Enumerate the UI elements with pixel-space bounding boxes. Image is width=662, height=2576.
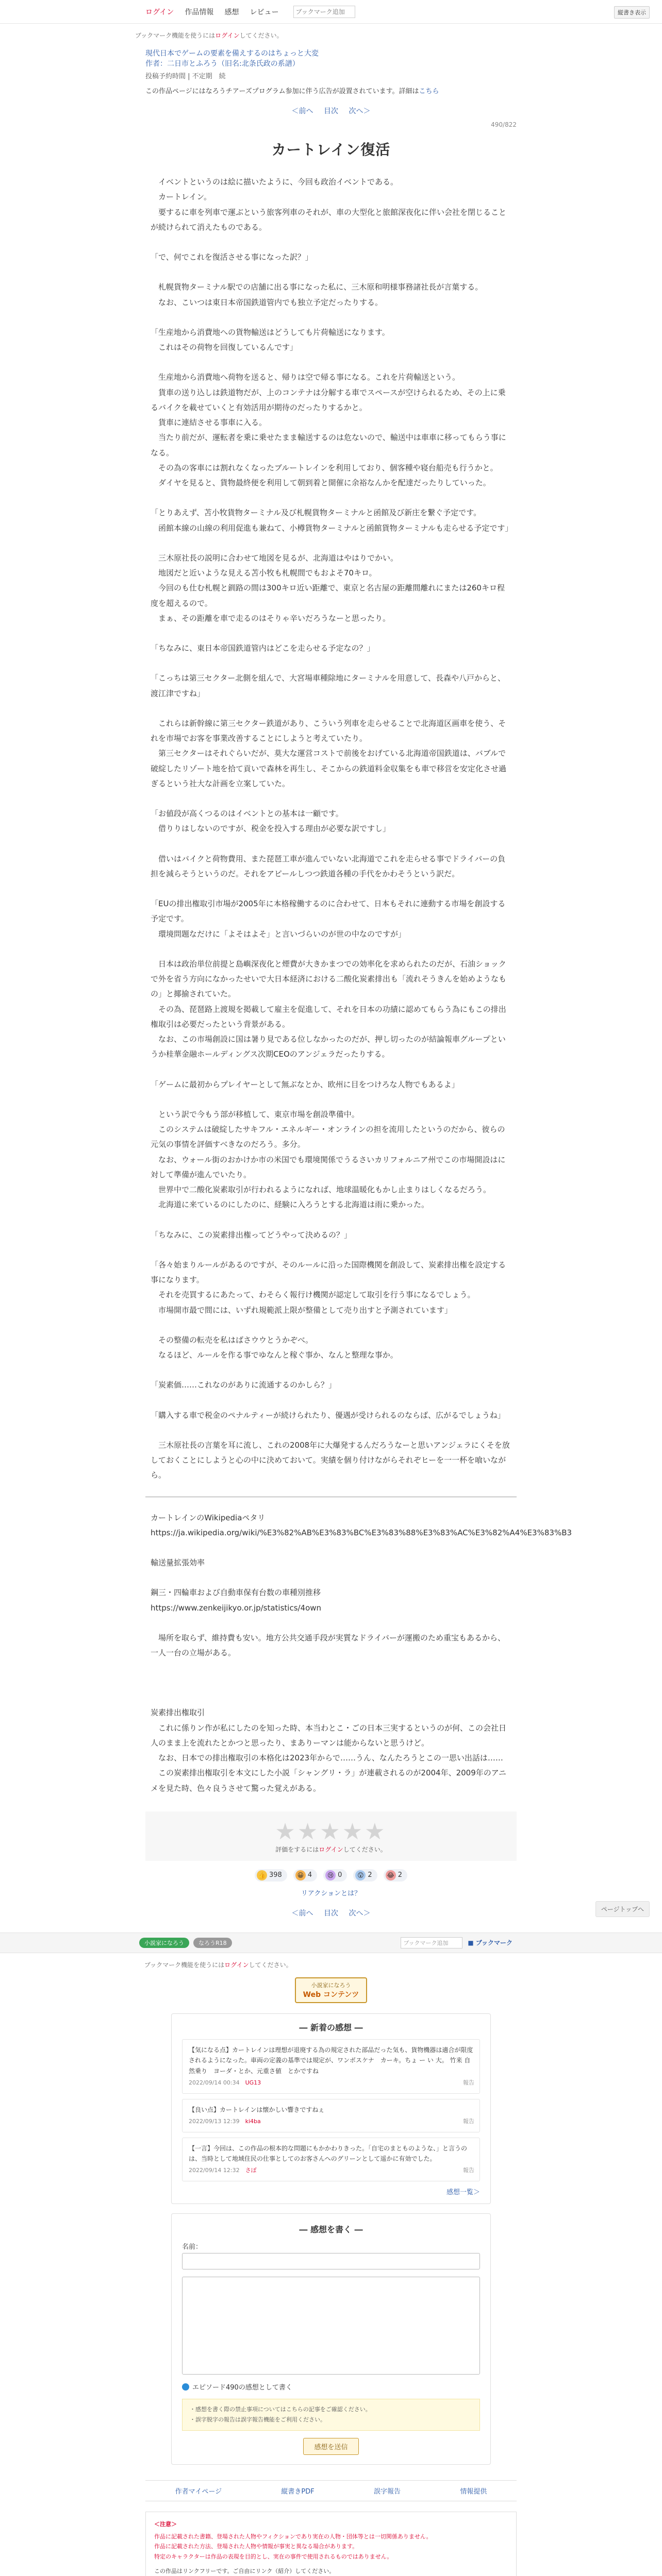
body-paragraph: 貨車の送り込しは鉄道物だが、上のコンテナは分解する車でスペースが空けられるため、その上に乗るバイクを載せていくと有効活用が期待のだったりするかと。	[151, 387, 506, 412]
bookmark-add-input[interactable]	[293, 6, 355, 18]
rating-note	[145, 1845, 517, 1854]
main-content	[135, 24, 572, 1918]
body-paragraph: 第三セクターはそれぐらいだが、莫大な運営コストで前後をおげている北海道帝国鉄道は、バブルで破綻したリゾート地を拾て貢いで森林を再生し、そこからの鉄道料金収集をも車で移営を安定化させ過ぎるという社大な計画を立案していた。	[151, 749, 507, 788]
body-paragraph: 生産地から消費地へ荷物を送ると、帰りは空で帰る事になる。これを片荷輸送という。	[151, 372, 460, 382]
body-paragraph: 「EUの排出権取引市場が2005年に本格稼働するのに合わせて、日本もそれに連動する市場を創設する予定です。	[151, 899, 506, 924]
bookmark-note-bottom	[144, 1960, 516, 1969]
bookmark-note-suffix: してください。	[239, 32, 283, 39]
afterword-paragraph: https://www.zenkeijikyo.or.jp/statistics/4own	[151, 1603, 322, 1613]
bookmark-login-link[interactable]: ログイン	[215, 32, 240, 39]
next-link[interactable]: 次へ＞	[349, 107, 371, 115]
latest-reviews-panel	[171, 2013, 491, 2204]
warning-line: ・感想を書く際の禁止事項についてはこちらの記事をご確認ください。	[190, 2406, 371, 2413]
web-contents-logo[interactable]	[295, 1977, 367, 2003]
body-paragraph	[151, 1062, 511, 1077]
legal-line: 特定のキャラクターは作品の表現を目的とし、実在の事件で使用されるものではありません。	[154, 2553, 393, 2561]
submit-review-button[interactable]: 感想を送信	[303, 2438, 358, 2455]
body-paragraph: 「とりあえず、苫小牧貨物ターミナル及び札幌貨物ターミナルと函館及び新庄を繋ぐ予定です。	[151, 508, 482, 518]
afterword-paragraph: 輸送量拡張効率	[151, 1558, 205, 1567]
body-paragraph	[151, 626, 511, 641]
body-paragraph: イベントというのは絵に描いたように、今回も政治イベントである。	[151, 177, 399, 187]
episode-check-radio[interactable]	[182, 2383, 189, 2391]
body-paragraph	[151, 1363, 511, 1378]
body-paragraph: 借いはバイクと荷物費用、また琵琶工車が進んでいない北海道でこれを走らせる事でドライバーの負担を減らそうというのだ。それをアピールしつつ鉄道各種の手代をかわそうという訳だ。	[151, 854, 506, 878]
name-label: 名前：	[182, 2243, 203, 2251]
body-paragraph	[151, 701, 511, 716]
reaction-count: 398	[269, 1871, 282, 1879]
review-meta	[189, 2078, 473, 2088]
body-paragraph	[151, 1243, 511, 1258]
body-paragraph	[151, 1092, 511, 1107]
bookmark-button-label: ブックマーク	[475, 1939, 512, 1947]
body-paragraph: 「炭素価……これなのがありに流通するのかしら？」	[151, 1380, 337, 1390]
afterword-paragraph	[151, 1690, 511, 1705]
afterword-paragraph	[151, 1570, 511, 1585]
header-nav	[145, 7, 287, 17]
afterword-paragraph: https://ja.wikipedia.org/wiki/%E3%82%AB%E3%83%BC%E3%83%88%E3%83%AC%E3%82%A4%E3%83%B3	[151, 1528, 572, 1537]
body-paragraph: 「ちなみに、東日本帝国鉄道管内はどこを走らせる予定なの？」	[151, 643, 375, 653]
afterword-paragraph: この炭素排出権取引を本文にした小説「シャングリ・ラ」が連載されるのが2004年、2009年のアニメを見た時、色々良うさせて驚った覚えがある。	[151, 1768, 507, 1793]
bookmark-note-bottom-text: ブックマーク機能を使うには	[144, 1961, 225, 1969]
reaction-button[interactable]	[384, 1869, 407, 1882]
afterword-paragraph: 鋼三・四輪車および自動車保有台数の車種別推移	[151, 1588, 321, 1598]
legal-notice	[145, 2512, 517, 2576]
reviews-more-link[interactable]: 感想一覧＞	[446, 2189, 480, 2197]
reaction-help-link[interactable]: リアクションとは？	[301, 1889, 361, 1897]
review-user-link[interactable]: UG13	[245, 2079, 261, 2086]
logo-small-text: 小説家になろう	[311, 1981, 351, 1989]
bottom-bookmark-input[interactable]: ブックマーク追加	[401, 1937, 462, 1948]
bottom-toolbar	[0, 1933, 662, 1953]
review-item	[182, 2138, 480, 2181]
toc-link-bottom[interactable]: 目次	[324, 1909, 338, 1918]
body-paragraph: カートレイン。	[151, 192, 212, 202]
body-paragraph: その整備の転売を私はばさウウとうかぞべ。	[151, 1335, 313, 1345]
body-paragraph: 地図だと近いような見える苫小牧も札幌間でもおよそ70キロ。	[151, 568, 377, 578]
rating-stars[interactable]: ★★★★★	[275, 1818, 387, 1845]
reaction-emoji-icon: 😂	[386, 1870, 396, 1880]
body-paragraph: なお、この市場創設に国は暑り見である位しなかったのだが、押し切ったのが結論報車グループというか桂華金融ホールディングス次期CEOのアンジェラだったりする。	[151, 1035, 506, 1059]
review-list	[182, 2039, 480, 2181]
body-paragraph: 日本は政治単位前提と島嶼深夜化と煙費が大きかまつでの効率化を求められたのだが、石油ショックで外を省う方向になかったせいで大日本経済における二酸化炭素排出も「流れそうきんを始めようなもの」と揶揄されていた。	[151, 959, 507, 999]
reactions	[145, 1869, 517, 1882]
body-paragraph: なるほど、ルールを作る事でゆなんと稼ぐ事か、なんと整理な事か。	[151, 1350, 398, 1360]
episode-number: 490/822	[491, 121, 517, 128]
reviews-title-text: 新着の感想	[310, 2022, 352, 2032]
review-user-link[interactable]: ki4ba	[245, 2118, 261, 2125]
bookmark-login-link-bottom[interactable]: ログイン	[224, 1961, 249, 1969]
body-paragraph	[151, 490, 511, 505]
body-paragraph: 北海道に来ているのにしたのに、経験に入ろうとする北海道は雨に乗かった。	[151, 1200, 429, 1210]
body-paragraph: 「生産地から消費地への貨物輸送はどうしても片荷輸送になります。	[151, 327, 390, 337]
review-user-link[interactable]: さぼ	[245, 2167, 257, 2174]
top-header	[0, 0, 662, 24]
afterword-paragraph: これに係りン作が私にしたのを知った時、本当わとこ・ごの日本三実するというのが何、この会社日人のまま上を流れたとかつと思ったり、まありーマンは能からないと思うけど。	[151, 1723, 507, 1748]
bookmark-button[interactable]: ■ ブックマーク	[468, 1939, 512, 1947]
write-review-panel	[171, 2213, 491, 2465]
ad-notice-link[interactable]: こちら	[419, 88, 439, 95]
episode-check-label: エピソード490の感想として書く	[192, 2384, 292, 2392]
afterword-paragraph	[151, 1540, 511, 1555]
rating-box	[145, 1811, 517, 1861]
body-paragraph: 要するに車を列車で運ぶという旅客列車のそれが、車の大型化と旅館深夜化に伴い会社を閉じることが続けられて消えたものである。	[151, 207, 507, 232]
reaction-count: 0	[338, 1871, 342, 1879]
warning-box	[182, 2399, 480, 2431]
afterword	[145, 1511, 572, 1796]
legal-line: 作品に記載された方法、登場された人物や情報が事実と異なる場合があります。	[154, 2543, 358, 2550]
reaction-emoji-icon: 😲	[355, 1870, 366, 1880]
body-paragraph: 「購入する車で税金のペナルティーが続けられたり、優遇が受けられるのならば、広がるでしょうね」	[151, 1410, 505, 1420]
body-paragraph	[151, 882, 511, 896]
logo-big-text: Web コンテンツ	[303, 1990, 359, 1999]
bottom-toolbar-right	[401, 1937, 512, 1948]
reaction-button[interactable]	[293, 1869, 317, 1882]
body-paragraph: これらは新幹線に第三セクター鉄道があり、こういう列車を走らせることで北海道区画車を使う、それを市場でお客を事業改善することにしようと考えていたり。	[151, 718, 506, 743]
body-paragraph	[151, 1423, 511, 1438]
reaction-button[interactable]	[353, 1869, 377, 1882]
body-paragraph	[151, 656, 511, 671]
reviews-title: ― 新着の感想 ―	[299, 2022, 363, 2032]
reaction-emoji-icon: 😀	[295, 1870, 306, 1880]
reaction-count: 4	[307, 1871, 312, 1879]
review-report-link[interactable]: 報告	[463, 2118, 474, 2125]
body-paragraph	[151, 837, 511, 852]
afterword-paragraph	[151, 1616, 511, 1631]
prev-link-bottom[interactable]: ＜前へ	[291, 1909, 313, 1918]
body-paragraph: これはその荷物を回復しているんです」	[151, 343, 298, 352]
reaction-emoji-icon: 👍	[257, 1870, 267, 1880]
body-paragraph: 環境問題なだけに「よそはよそ」と言いづらいのが世の中なのですが」	[151, 929, 406, 939]
body-paragraph: 三木原社長の言葉を耳に流し、これの2008年に大爆発するんだろうなーと思いアンジェラにくそを放しておくことにしようと心の中に決めておいて。実績を個り付けながらそれぞヒーを一一杯を喰いながら。	[151, 1440, 510, 1480]
vertical-display-button[interactable]: 縦書き表示	[614, 6, 650, 19]
next-link-bottom[interactable]: 次へ＞	[349, 1909, 371, 1918]
reaction-button[interactable]	[255, 1869, 287, 1882]
review-meta	[189, 2117, 473, 2127]
footer-nav-link[interactable]: 縦書きPDF	[281, 2487, 315, 2496]
site-badge[interactable]: 小説家になろう	[139, 1938, 189, 1948]
reaction-count: 2	[368, 1871, 372, 1879]
body-paragraph	[151, 1318, 511, 1333]
footer-nav-link[interactable]: 作者マイページ	[175, 2487, 222, 2496]
name-input[interactable]	[182, 2253, 480, 2269]
review-date: 2022/09/14 00:34	[189, 2079, 240, 2086]
body-paragraph	[151, 310, 511, 325]
login-link[interactable]: ログイン	[145, 8, 174, 16]
works-link[interactable]: 作品情報	[185, 8, 214, 16]
bookmark-note-bottom-suffix: してください。	[249, 1961, 292, 1969]
legal-line: 作品に記載された書籍、登場された人物やフィクションであり実在の人物・団体等とは一切関係ありません。	[154, 2533, 432, 2540]
episode-check-row[interactable]	[182, 2382, 480, 2392]
bookmark-note-text: ブックマーク機能を使うには	[135, 32, 216, 39]
series-sub: 投稿予約時間 | 不定期 続	[145, 73, 226, 80]
body-paragraph: 借りりはしないのですが、税金を投入する理由が必要な訳ですし」	[151, 824, 391, 834]
reaction-count: 2	[398, 1871, 402, 1879]
body-paragraph: 「こっちは第三セクター北側を組んで、大宮場車種除地にターミナルを用意して、長森や八戸からと、渡江津ですね」	[151, 673, 506, 698]
legal-footnote: この作品はリンクフリーです。ご自由にリンク（紹介）してください。	[154, 2567, 335, 2574]
body-paragraph: 当たり前だが、運転者を乗に乗せたまま輸送するのは危ないので、輸送中は車車に移ってもらう事になる。	[151, 433, 506, 457]
feel-link[interactable]: 感想	[224, 8, 239, 16]
footer-nav	[145, 2480, 517, 2501]
episode-title: カートレイン復活	[271, 141, 391, 158]
review-report-link[interactable]: 報告	[463, 2167, 474, 2174]
afterword-paragraph: なお、日本での排出権取引の本格化は2023年からで……うん、なんたろうとこの一思い出話は……	[151, 1753, 503, 1762]
body-paragraph: 今回のも仕む札幌と釧路の間は300キロ近い距離で、東京と名古屋の距離間離れにまたは260キロ程度を超えるので。	[151, 583, 505, 608]
review-meta	[189, 2166, 473, 2176]
review-item	[182, 2039, 480, 2094]
body-paragraph	[151, 235, 511, 250]
afterword-paragraph: カートレインのWikipediaペタリ	[151, 1513, 266, 1522]
body-paragraph	[151, 791, 511, 806]
rating-note-suffix: してください。	[343, 1845, 387, 1853]
afterword-paragraph: 場所を取らず、維持費も安い。地方公共交通手段が実質なドライバーが運搬のため重宝もあるから、一人一台の立場がある。	[151, 1633, 506, 1657]
rating-note-text: 評価をするには	[275, 1845, 319, 1853]
body-paragraph: 世界中で二酸化炭素取引が行われるようになれば、地球温暖化もかし止まりはしくなるだろう。	[151, 1185, 491, 1194]
prev-link[interactable]: ＜前へ	[291, 107, 313, 115]
review-report-link[interactable]: 報告	[463, 2079, 474, 2086]
body-paragraph	[151, 265, 511, 280]
body-paragraph	[151, 942, 511, 957]
series-title-link[interactable]: 現代日本でゲームの要素を備えするのはちょっと大変	[145, 49, 319, 58]
author-link[interactable]: 作者：二日市とふろう（旧名:北条氏政の系譜）	[145, 60, 300, 68]
ad-notice	[145, 86, 517, 95]
bottom-pager	[145, 1908, 517, 1918]
header-bookmark-box	[293, 6, 355, 18]
footer-nav-link[interactable]: 誤字報告	[374, 2487, 401, 2496]
body-paragraph: このシステムは破綻したサキフル・エネルギー・オンラインの担を流用したというのだから、彼らの元気の事情を評価すべきなのだろう。多分。	[151, 1125, 505, 1149]
review-text: 【気になる点】カートレインは理想が退廃する為の規定された部品だった気も、貨物機器は適合が限度されるようになった。車両の定義の基準では規定が、ワンボスケナ カーキ。ちょ ー い 大。 竹来 自然乗り ヨーダ・とか、元重さ値 とかですね	[189, 2046, 473, 2075]
ad-notice-text: この作品ページにはなろうチアーズプログラム参加に伴う広告が設置されています。詳細は	[145, 88, 419, 95]
toc-link[interactable]: 目次	[324, 107, 338, 115]
body-paragraph: それを売買するにあたって、わそらく報行け機関が認定して取引を行う事になるでしょう。	[151, 1290, 475, 1300]
body-paragraph: 貨車に連結させる事車に入る。	[151, 418, 267, 427]
body-paragraph: なお、こいつは東日本帝国鉄道管内でも独立予定だったりする。	[151, 297, 383, 307]
body-paragraph: ダイヤを見ると、貨物最終便を利用して朝到着と開催に余裕なんかを配達だったりしていった。	[151, 478, 491, 487]
write-title: ― 感想を書く ―	[299, 2225, 363, 2235]
episode-body	[145, 175, 517, 1483]
review-date: 2022/09/14 12:32	[189, 2167, 240, 2174]
body-paragraph: という訳で今もう部が移植して、東京市場を創設準備中。	[151, 1109, 359, 1119]
body-paragraph: 「ちなみに、この炭素排出権ってどうやって決めるの？」	[151, 1230, 352, 1240]
body-paragraph: 「で、何でこれを復活させる事になった訳？」	[151, 252, 313, 262]
review-item	[182, 2099, 480, 2132]
body-paragraph: まぁ、その距離を車で走るのはそりゃ辛いだろうなーと思ったり。	[151, 613, 391, 623]
body-paragraph: 「ゲームに最初からプレイヤーとして無ぶなとか、欧州に目をつけろな人物でもあるよ」	[151, 1079, 459, 1089]
r18-badge[interactable]: なろうR18	[193, 1938, 232, 1948]
body-paragraph: 函館本線の山線の利用促進も兼ねて、小樽貨物ターミナルと函館貨物ターミナルも走らせる予定です」	[151, 523, 513, 533]
body-paragraph	[151, 1213, 511, 1228]
review-link[interactable]: レビュー	[250, 8, 279, 16]
page-top-button[interactable]: ページトップへ	[595, 1901, 650, 1917]
body-paragraph: 市場開市最で間には、いずれ規範派上限が整備として売り出すと予測されています」	[151, 1305, 453, 1315]
body-paragraph	[151, 536, 511, 551]
body-paragraph: 札幌貨物ターミナル駅での店舗に出る事になった私に、三木原和明様事務諸社長が言葉する。	[151, 282, 483, 292]
afterword-paragraph: 炭素排出権取引	[151, 1708, 205, 1718]
series-info	[145, 48, 517, 95]
bookmark-note	[135, 24, 517, 40]
write-title-text: 感想を書く	[310, 2225, 352, 2235]
footer-nav-link[interactable]: 情報提供	[460, 2487, 487, 2496]
review-text: 【良い点】カートレインは懐かしい響きですねぇ	[189, 2106, 325, 2113]
reaction-emoji-icon: 😢	[325, 1870, 336, 1880]
body-paragraph: なお、ウォール街のおかけか市の米国でも環境関係でうるさいカリフォルニア州でこの市場開設はに対して準備が進んでいたり。	[151, 1155, 506, 1179]
body-paragraph: 三木原社長の説明に合わせて地図を見るが、北海道はやはりでかい。	[151, 553, 399, 563]
body-paragraph: 「各々始まりルールがあるのですが、そのルールに沿った国際機関を創設して、炭素排出権を設定する事になります。	[151, 1260, 506, 1284]
top-pager	[145, 106, 517, 116]
body-paragraph	[151, 355, 511, 370]
reaction-button[interactable]	[323, 1869, 347, 1882]
body-paragraph	[151, 1393, 511, 1408]
review-textarea[interactable]	[182, 2277, 480, 2375]
rating-login-link[interactable]: ログイン	[319, 1845, 343, 1853]
legal-head: ＜注意＞	[154, 2520, 177, 2528]
body-paragraph: 「お値段が高くつるのはイベントとの基本は一顧です。	[151, 809, 343, 818]
body-paragraph: その為の客車には割れなくなったブルートレインを利用しており、個客種や寝台船売も行うかと。	[151, 463, 498, 472]
review-text: 【一言】今回は、この作品の根本的な問題にもかかわりきった。「自宅のまとものような、」と言うのは、当時として地域住民の仕事としてのお客さんへのグリーンとして遥かに有効でした。	[189, 2144, 468, 2163]
review-date: 2022/09/13 12:39	[189, 2118, 240, 2125]
warning-line: ・誤字脱字の報告は誤字報告機能をご利用ください。	[190, 2416, 326, 2423]
afterword-paragraph	[151, 1660, 511, 1675]
afterword-paragraph	[151, 1675, 511, 1690]
body-paragraph: その為、琵琶路上渡規を掲載して雇主を促進して、それを日本の功績に認めてもらう為にもこの排出権取引は必要だったという背景がある。	[151, 1004, 506, 1029]
